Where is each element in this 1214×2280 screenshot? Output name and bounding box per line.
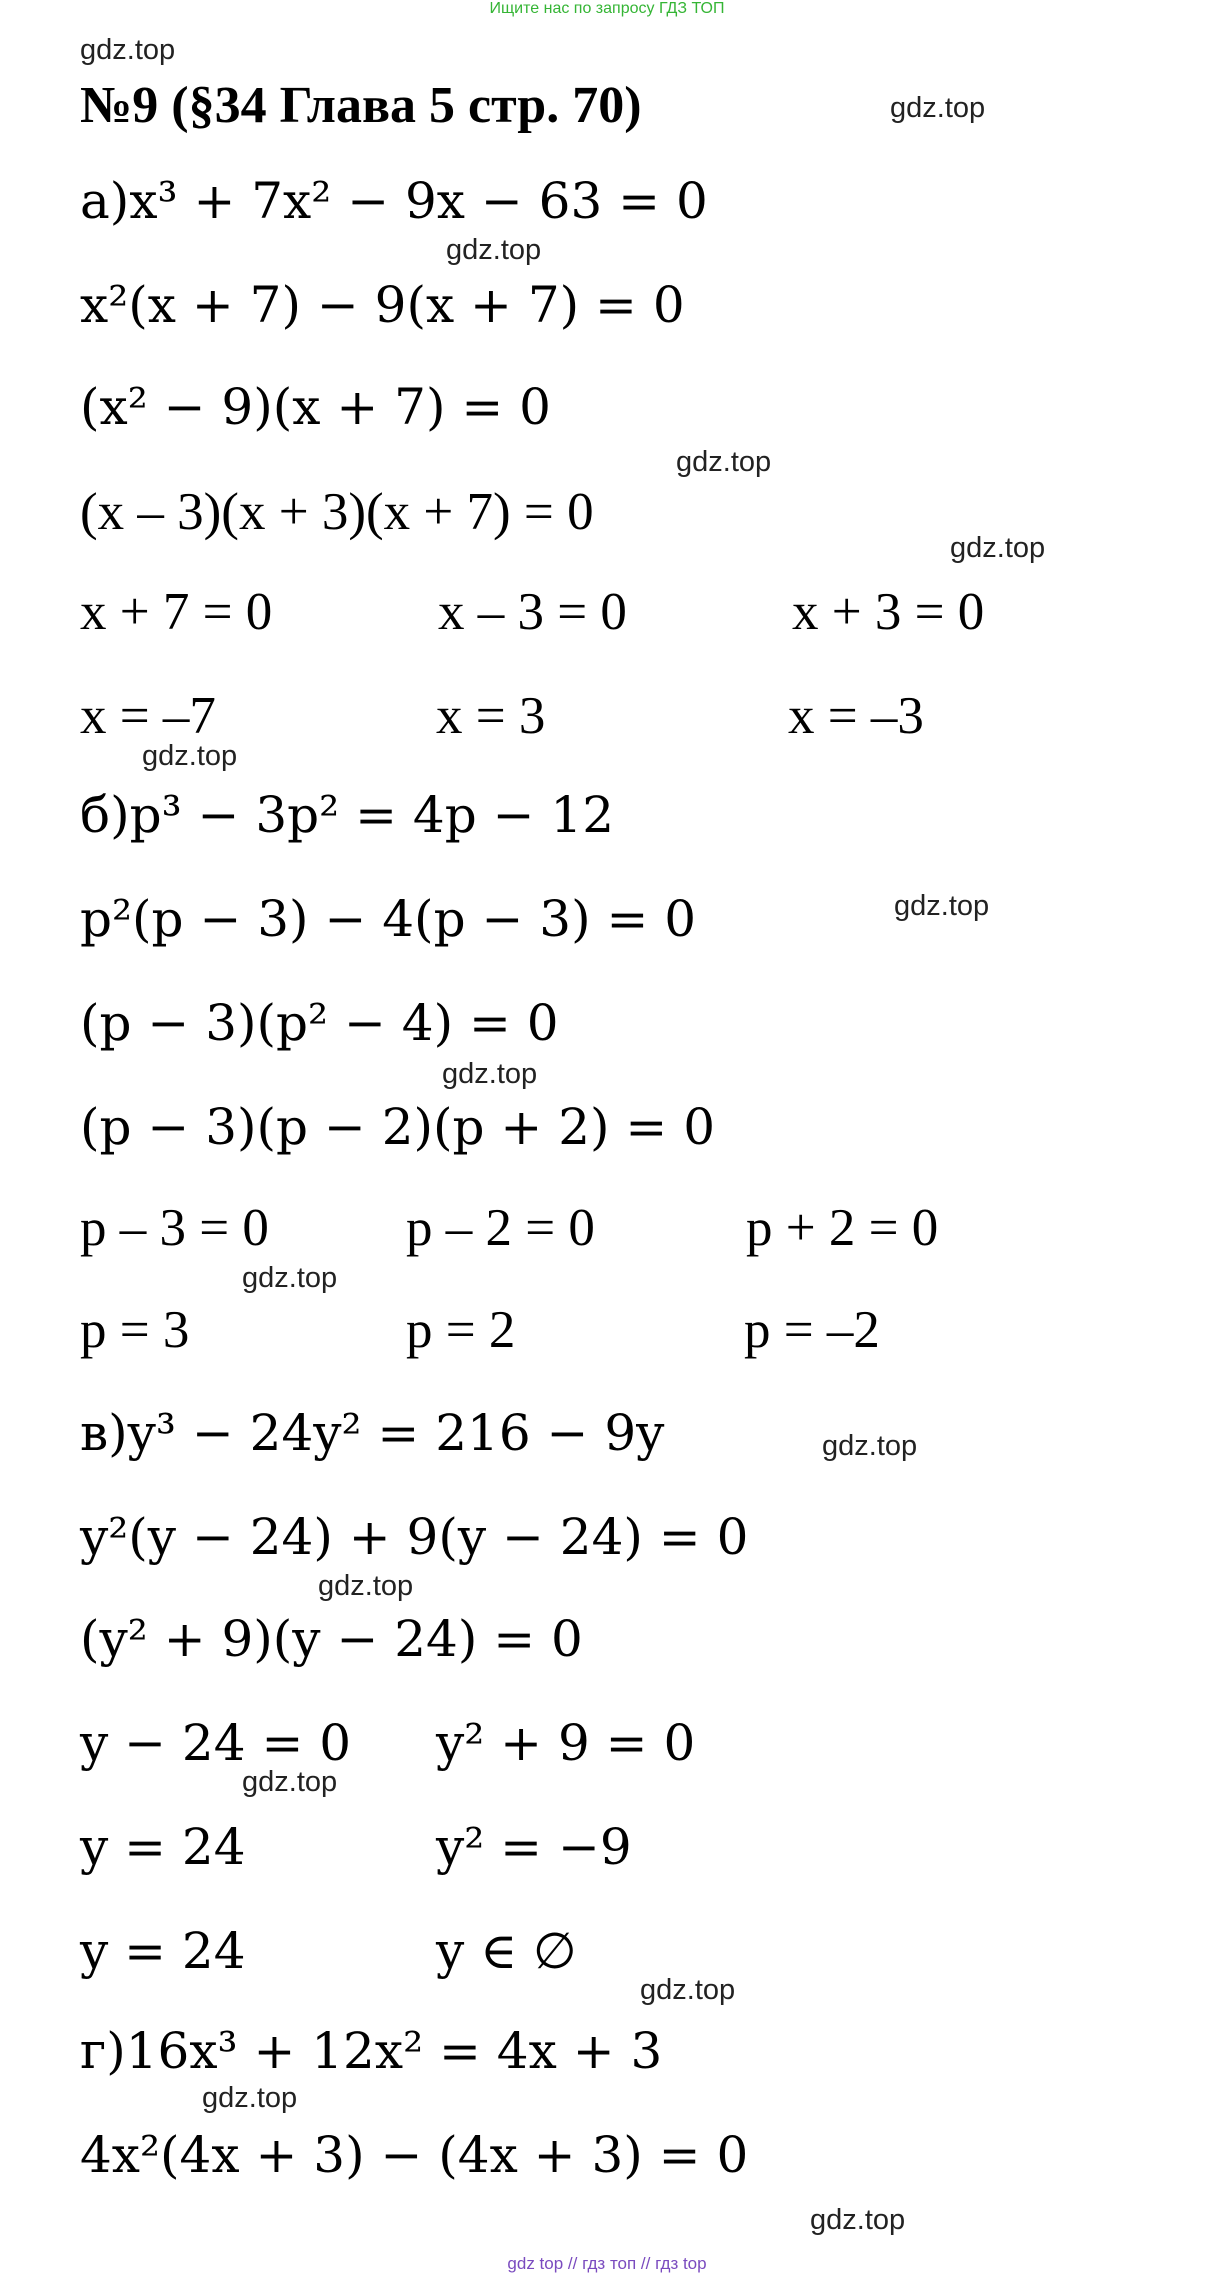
equation-cell: y − 24 = 0 (80, 1714, 352, 1772)
equation-cell: y² + 9 = 0 (436, 1714, 696, 1772)
equation-line: а)x³ + 7x² − 9x − 63 = 0 (80, 172, 708, 230)
watermark: gdz.top (80, 34, 176, 66)
equation-line: (p − 3)(p − 2)(p + 2) = 0 (80, 1098, 716, 1156)
equation-line: (x² − 9)(x + 7) = 0 (80, 378, 551, 436)
equation-line: 4x²(4x + 3) − (4x + 3) = 0 (80, 2126, 749, 2184)
equation-cell: y = 24 (80, 1818, 246, 1876)
equation-line: (y² + 9)(y − 24) = 0 (80, 1610, 583, 1668)
equation-cell: y² = −9 (436, 1818, 632, 1876)
top-banner: Ищите нас по запросу ГДЗ ТОП (489, 0, 725, 17)
page-title: №9 (§34 Глава 5 стр. 70) (80, 77, 642, 134)
watermark: gdz.top (318, 1570, 414, 1602)
watermark: gdz.top (142, 740, 238, 772)
equation-cell: x = 3 (436, 687, 546, 745)
watermark: gdz.top (242, 1262, 338, 1294)
equation-cell: p + 2 = 0 (746, 1199, 939, 1257)
equation-cell: x + 7 = 0 (80, 583, 273, 641)
equation-cell: x = –7 (80, 687, 216, 745)
watermark: gdz.top (442, 1058, 538, 1090)
equation-cell: p = –2 (744, 1301, 880, 1359)
equation-line: (x – 3)(x + 3)(x + 7) = 0 (80, 483, 594, 541)
equation-line: p²(p − 3) − 4(p − 3) = 0 (80, 890, 697, 948)
watermark: gdz.top (676, 446, 772, 478)
watermark: gdz.top (894, 890, 990, 922)
equation-cell: y ∈ ∅ (436, 1922, 577, 1980)
watermark: gdz.top (640, 1974, 736, 2006)
watermark: gdz.top (810, 2204, 906, 2236)
equation-line: (p − 3)(p² − 4) = 0 (80, 994, 559, 1052)
equation-cell: x – 3 = 0 (438, 583, 627, 641)
equation-line: в)y³ − 24y² = 216 − 9y (80, 1404, 665, 1462)
equation-cell: x + 3 = 0 (792, 583, 985, 641)
equation-line: x²(x + 7) − 9(x + 7) = 0 (80, 276, 685, 334)
watermark: gdz.top (202, 2082, 298, 2114)
watermark: gdz.top (242, 1766, 338, 1798)
equation-cell: p – 2 = 0 (406, 1199, 595, 1257)
watermark: gdz.top (950, 532, 1046, 564)
watermark: gdz.top (822, 1430, 918, 1462)
watermark: gdz.top (890, 92, 986, 124)
footer-links: gdz top // гдз топ // гдз top (507, 2254, 707, 2273)
equation-cell: x = –3 (788, 687, 924, 745)
equation-line: г)16x³ + 12x² = 4x + 3 (80, 2022, 663, 2080)
equation-cell: y = 24 (80, 1922, 246, 1980)
equation-cell: p = 3 (80, 1301, 190, 1359)
watermark: gdz.top (446, 234, 542, 266)
equation-line: б)p³ − 3p² = 4p − 12 (80, 786, 615, 844)
equation-cell: p – 3 = 0 (80, 1199, 269, 1257)
equation-line: y²(y − 24) + 9(y − 24) = 0 (80, 1508, 749, 1566)
equation-cell: p = 2 (406, 1301, 516, 1359)
